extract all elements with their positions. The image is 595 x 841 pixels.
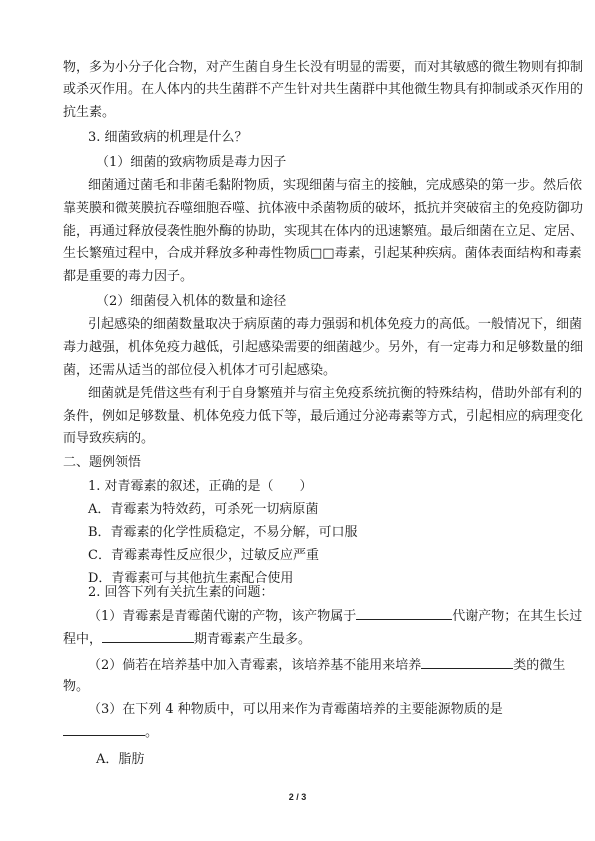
text-line: 2. 回答下列有关抗生素的问题：: [88, 585, 274, 600]
text-line: 菌，还需从适当的部位侵入机体才可引起感染。: [63, 363, 337, 378]
q2-part1-text-b: 代谢产物；在其生长过: [452, 609, 583, 624]
q2-part1-text-a: （1）青霉素是青霉菌代谢的产物，该产物属于: [88, 609, 357, 624]
answer-blank-3: [421, 655, 513, 669]
text-line: 条件，例如足够数量、机体免疫力低下等，最后通过分泌毒素等方式，引起相应的病理变化: [63, 409, 584, 424]
q2-part3-text-a: （3）在下列 4 种物质中，可以用来作为青霉菌培养的主要能源物质的是: [88, 702, 503, 717]
q2-part3-text-b: 。: [145, 725, 159, 740]
answer-blank-2: [102, 629, 194, 643]
text-line: （1）细菌的致病物质是毒力因子: [96, 155, 287, 170]
text-line: 而导致疾病的。: [63, 431, 155, 446]
q2-part2-line2: [63, 677, 533, 697]
q2-part3-line1: [88, 700, 533, 720]
text-line: 能，再通过释放侵袭性胞外酶的协助，实现其在体内的迅速繁殖。最后细菌在立足、定居、: [63, 224, 584, 239]
answer-blank-1: [356, 606, 452, 620]
text-line: 都是重要的毒力因子。: [63, 269, 194, 284]
q2-part1-line1: [88, 606, 583, 627]
text-line: 毒力越强，机体免疫力越低，引起感染需要的细菌越少。另外，有一定毒力和足够数量的细: [63, 340, 584, 355]
text-line: 抗生素。: [63, 105, 116, 120]
text-line: 3. 细菌致病的机理是什么？: [88, 130, 248, 145]
q2-part3-line2: [63, 722, 533, 743]
q2-part1-text-d: 期青霉素产生最多。: [194, 632, 312, 647]
text-line: 生长繁殖过程中，合成并释放多种毒性物质□□毒素，引起某种疾病。菌体表面结构和毒素: [63, 246, 582, 261]
q2-part2-line1: [88, 655, 566, 676]
text-line: 物，多为小分子化合物，对产生菌自身生长没有明显的需要，而对其敏感的微生物则有抑制: [63, 60, 584, 75]
text-line: 二、题例领悟: [63, 455, 142, 470]
q2-part1-text-c: 程中，: [63, 632, 103, 647]
text-line: B．青霉素的化学性质稳定，不易分解，可口服: [88, 525, 358, 540]
q2-part2-text-b: 类的微生: [513, 658, 566, 673]
text-line: A．青霉素为特效药，可杀死一切病原菌: [88, 502, 319, 517]
text-line: 靠荚膜和微荚膜抗吞噬细胞吞噬、抗体液中杀菌物质的破坏，抵抗并突破宿主的免疫防御功: [63, 201, 584, 216]
q2-part1-line2: [63, 629, 533, 650]
text-line: 细菌就是凭借这些有利于自身繁殖并与宿主免疫系统抗衡的特殊结构，借助外部有利的: [88, 386, 583, 401]
q2-option-a: [96, 750, 533, 770]
text-line: C．青霉素毒性反应很少，过敏反应严重: [88, 548, 319, 563]
text-line: （2）细菌侵入机体的数量和途径: [96, 294, 287, 309]
text-line: 引起感染的细菌数量取决于病原菌的毒力强弱和机体免疫力的高低。一般情况下，细菌: [88, 317, 583, 332]
text-line: 细菌通过菌毛和非菌毛黏附物质，实现细菌与宿主的接触，完成感染的第一步。然后依: [88, 178, 583, 193]
text-line: D．青霉素可与其他抗生素配合使用: [88, 571, 294, 586]
q2-part2-text-c: 物。: [63, 679, 90, 694]
text-line: 1. 对青霉素的叙述，正确的是（ ）: [88, 479, 313, 494]
page-number: 2 / 3: [288, 792, 307, 802]
answer-blank-4: [63, 722, 145, 736]
option-a-text: A．脂肪: [96, 752, 145, 767]
q2-part2-text-a: （2）倘若在培养基中加入青霉素，该培养基不能用来培养: [88, 658, 422, 673]
text-line: 或杀灭作用。在人体内的共生菌群不产生针对共生菌群中其他微生物具有抑制或杀灭作用的: [63, 82, 584, 97]
